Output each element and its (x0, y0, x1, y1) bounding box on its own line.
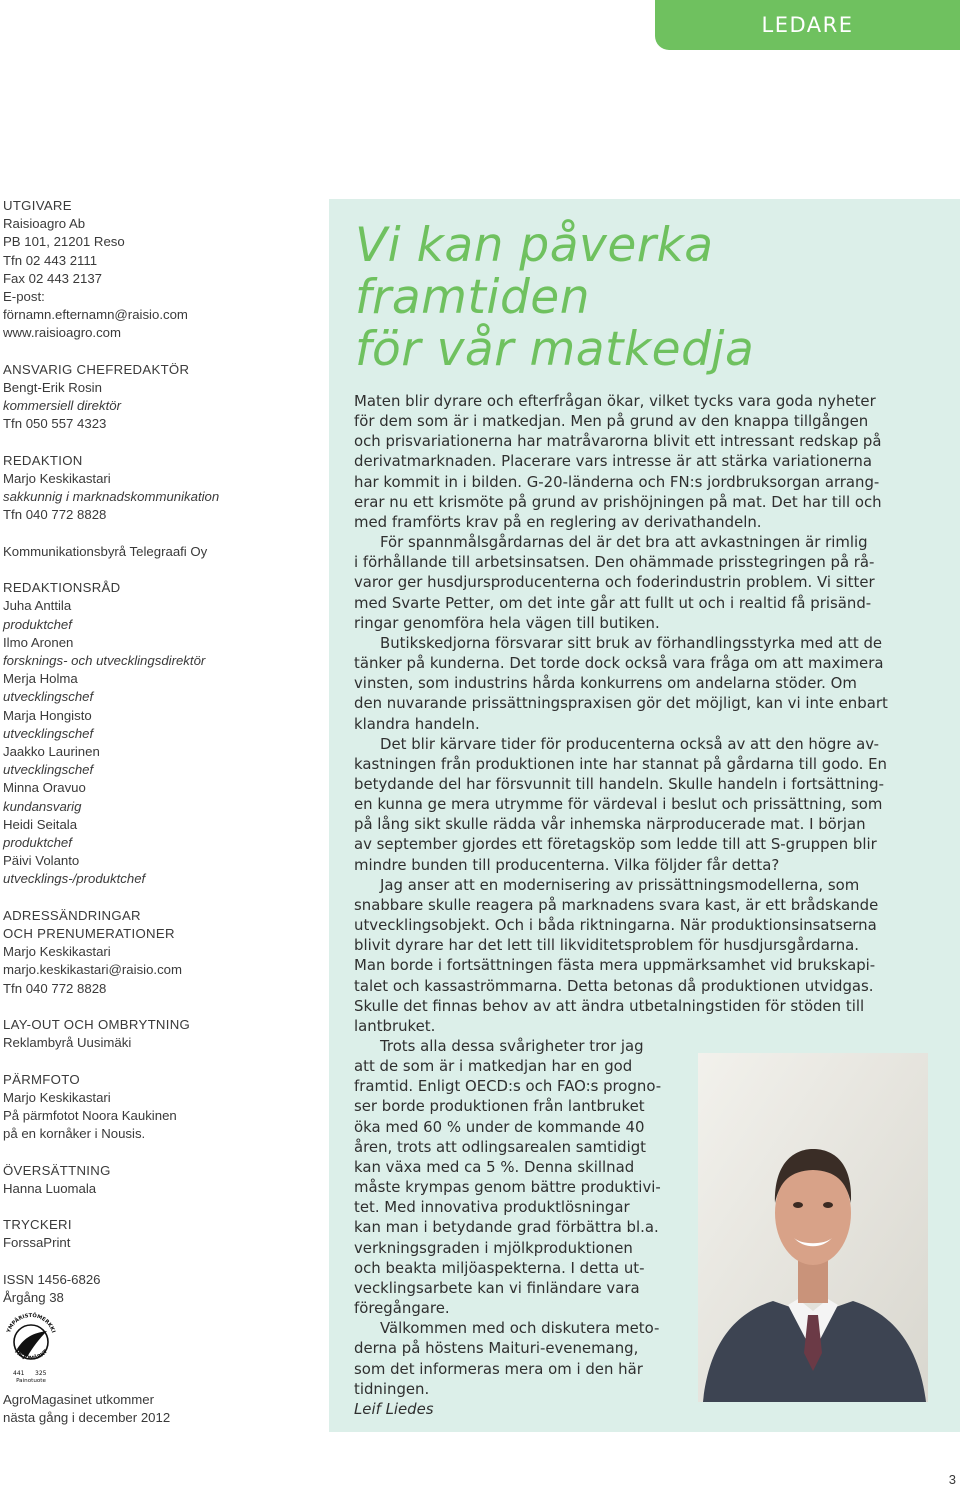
member-title: utvecklingschef (3, 725, 94, 741)
body-line: erar nu ett krismöte på grund av prishöjningen på mat. Det har till och (354, 492, 882, 511)
body-line: För spannmålsgårdarnas del är det bra att avkastningen är rimlig (380, 533, 868, 552)
body-line: kastningen från produktionen inte har stannat på gårdarna till godo. En (354, 754, 887, 773)
body-line: Jag anser att en modernisering av prissättningsmodellerna, som (380, 875, 860, 894)
email-link[interactable]: förnamn.efternamn@raisio.com (3, 307, 188, 323)
body-line: tidningen. (354, 1379, 430, 1398)
masthead-line: PB 101, 21201 Reso (3, 234, 125, 250)
member-name: Päivi Volanto (3, 853, 80, 869)
member-title: utvecklingschef (3, 689, 94, 705)
body-line: måste krympas genom bättre produktivi- (354, 1178, 661, 1197)
body-line: lantbruket. (354, 1016, 436, 1035)
nordic-ecolabel-icon (3, 1311, 59, 1385)
body-line: i förhållande till arbetsinsatsen. Den ohämmade prisstegringen på rå- (354, 553, 875, 572)
headline-line: framtiden (355, 270, 590, 325)
section-tab (655, 0, 960, 50)
masthead-line: ForssaPrint (3, 1235, 71, 1251)
masthead-cover-photo (3, 1071, 323, 1144)
member-name: Merja Holma (3, 671, 78, 687)
masthead-label: OCH PRENUMERATIONER (3, 926, 175, 942)
author-photo (698, 1053, 928, 1402)
body-line: och prisvariationerna har matråvarorna blivit ett intressant redskap på (354, 432, 882, 451)
member-name: Marja Hongisto (3, 707, 92, 723)
body-line: snabbare skulle reagera på marknadens svara kast, är ett brådskande (354, 895, 879, 914)
body-line: kan man i betydande grad förbättra bl.a. (354, 1218, 659, 1237)
body-line: den nuvarande prissättningspraxisen gör det möjligt, kan vi inte enbart (354, 694, 888, 713)
member-name: Jaakko Laurinen (3, 744, 100, 760)
body-line: åren, trots att odlingsarealen samtidigt (354, 1137, 646, 1156)
body-line: klandra handeln. (354, 714, 480, 733)
body-line: utvecklingsobjekt. Och i båda riktningarna. När produktionsinsatserna (354, 916, 877, 935)
body-line: på lång sikt skulle rädda vår inhemska närproducerade mat. I början (354, 815, 866, 834)
body-line: verkningsgraden i mjölkproduktionen (354, 1238, 633, 1257)
member-title: utvecklingschef (3, 762, 94, 778)
masthead-editorial-board (3, 579, 323, 888)
body-line: varor ger husdjursproducenterna och foderindustrin problem. Vi sitter (354, 573, 875, 592)
masthead-line: Fax 02 443 2137 (3, 270, 102, 286)
body-line: framtid. Enligt OECD:s och FAO:s progno- (354, 1077, 662, 1096)
masthead-label: LAY-OUT OCH OMBRYTNING (3, 1017, 191, 1033)
masthead-line: Årgång 38 (3, 1290, 64, 1306)
ecolabel-number-1: 441 (13, 1370, 25, 1378)
member-title: utvecklings-/produktchef (3, 871, 146, 887)
masthead-line: Hanna Luomala (3, 1180, 97, 1196)
masthead-line: Reklambyrå Uusimäki (3, 1035, 132, 1051)
body-line: mindre bunden till producenterna. Vilka följder får detta? (354, 855, 780, 874)
masthead-translation (3, 1162, 323, 1198)
body-line: derivatmarknaden. Placerare vars intresse är att stärka variationerna (354, 452, 872, 471)
person-title: sakkunnig i marknadskommunikation (3, 489, 220, 505)
body-line: föregångare. (354, 1299, 450, 1318)
body-line: talet och kassaströmmarna. Detta betonas då produktionen utvidgas. (354, 976, 874, 995)
body-line: med framförts krav på en reglering av derivathandeln. (354, 512, 762, 531)
body-line: Man borde i fortsättningen fästa mera uppmärksamhet vid brukskapi- (354, 956, 876, 975)
body-line: som det informeras mera om i den här (354, 1359, 643, 1378)
body-line: tet. Med innovativa produktlösningar (354, 1198, 630, 1217)
ecolabel-top-text: YMPÄRISTÖMERKKI (6, 1313, 57, 1334)
member-name: Minna Oravuo (3, 780, 86, 796)
person-phone: Tfn 040 772 8828 (3, 507, 107, 523)
body-line: ringar genomföra hela vägen till butiken. (354, 613, 660, 632)
member-title: forsknings- och utvecklingsdirektör (3, 653, 206, 669)
masthead-label: ADRESSÄNDRINGAR (3, 907, 141, 923)
masthead-layout (3, 1016, 323, 1052)
body-line: och beakta miljöaspekterna. I detta ut- (354, 1258, 645, 1277)
member-name: Heidi Seitala (3, 816, 78, 832)
masthead-line: ISSN 1456-6826 (3, 1271, 101, 1287)
body-line: öka med 60 % under de kommande 40 (354, 1117, 645, 1136)
editorial-headline (355, 220, 935, 376)
agency-name: Kommunikationsbyrå Telegraafi Oy (3, 543, 208, 559)
headline-line: för vår matkedja (355, 322, 755, 377)
body-line: Butikskedjorna försvarar sitt bruk av förhandlingsstyrka med att de (380, 633, 883, 652)
person-phone: Tfn 050 557 4323 (3, 416, 107, 432)
signature: Leif Liedes (354, 1399, 434, 1418)
masthead-issn (3, 1271, 323, 1307)
body-line: Det blir kärvare tider för producenterna också av att den högre av- (380, 734, 879, 753)
masthead-editor-in-chief (3, 361, 323, 434)
masthead-label: PÄRMFOTO (3, 1071, 80, 1087)
masthead-line: AgroMagasinet utkommer (3, 1392, 154, 1408)
body-line: betydande del har försvunnit till handeln. Skulle handeln i fortsättning- (354, 774, 884, 793)
body-line: med Svarte Petter, om det inte går att fullt ut och i realtid få prisänd- (354, 593, 872, 612)
email-link[interactable]: marjo.keskikastari@raisio.com (3, 962, 183, 978)
masthead-addresses (3, 907, 323, 998)
body-line: Trots alla dessa svårigheter tror jag (380, 1037, 644, 1055)
body-line: kan växa med ca 5 %. Denna skillnad (354, 1157, 635, 1176)
section-tab-label: LEDARE (761, 13, 854, 37)
masthead-editorial (3, 452, 323, 561)
masthead-label: TRYCKERI (3, 1217, 72, 1233)
member-name: Ilmo Aronen (3, 634, 74, 650)
body-line: Maten blir dyrare och efterfrågan ökar, vilket tycks vara goda nyheter (354, 392, 876, 410)
body-line: blivit dyrare har det lett till likviditetsproblem för husdjursgårdarna. (354, 936, 860, 955)
member-title: kundansvarig (3, 798, 82, 814)
body-line: av september gjordes ett företagsköp som ledde till att S-gruppen blir (354, 835, 877, 854)
member-title: produktchef (3, 616, 72, 632)
headline-line: Vi kan påverka (355, 218, 714, 273)
body-line: ser borde produktionen från lantbruket (354, 1097, 645, 1116)
masthead-line: E-post: (3, 289, 45, 305)
website-link[interactable]: www.raisioagro.com (3, 325, 121, 341)
person-name: Marjo Keskikastari (3, 471, 111, 487)
masthead-column (3, 197, 323, 1428)
page-number: 3 (948, 1472, 956, 1487)
person-name: Bengt-Erik Rosin (3, 380, 102, 396)
masthead-label: ÖVERSÄTTNING (3, 1162, 111, 1178)
masthead-publisher (3, 197, 323, 343)
masthead-label: REDAKTION (3, 452, 83, 468)
masthead-printer (3, 1216, 323, 1252)
person-phone: Tfn 040 772 8828 (3, 980, 107, 996)
masthead-line: Tfn 02 443 2111 (3, 252, 98, 268)
masthead-line: nästa gång i december 2012 (3, 1410, 171, 1426)
body-line: har kommit in i bilden. G-20-länderna och FN:s jordbruksorgan arrang- (354, 472, 880, 491)
ecolabel-sub-text: Painotuote (16, 1378, 46, 1385)
ecolabel-bottom-text: MILJÖMÄRKT (13, 1349, 49, 1362)
member-title: produktchef (3, 835, 72, 851)
body-line: vinsten, som industrins hårda konkurrens om andelarna stöder. Om (354, 674, 857, 693)
person-title: kommersiell direktör (3, 398, 121, 414)
masthead-line: Marjo Keskikastari (3, 1089, 111, 1105)
masthead-line: på en kornåker i Nousis. (3, 1126, 146, 1142)
body-line: för dem som är i matkedjan. Men på grund av den knappa tillgången (354, 412, 869, 431)
masthead-line: På pärmfotot Noora Kaukinen (3, 1108, 177, 1124)
masthead-label: UTGIVARE (3, 198, 72, 213)
body-line: Välkommen med och diskutera meto- (380, 1319, 660, 1338)
body-line: tänker på kunderna. Det torde dock också vara fråga om att maximera (354, 654, 884, 673)
body-line: en kunna ge mera utrymme för värdeval i beslut och prissättning, som (354, 795, 883, 814)
body-line: att de som är i matkedjan har en god (354, 1057, 633, 1076)
body-line: vecklingsarbete kan vi finländare vara (354, 1278, 640, 1297)
body-line: derna på höstens Maituri-evenemang, (354, 1339, 639, 1358)
ecolabel-number-2: 325 (35, 1370, 47, 1378)
masthead-next-issue (3, 1391, 323, 1427)
body-line: Skulle det finnas behov av att ändra utbetalningstiden för stöden till (354, 996, 865, 1015)
masthead-label: REDAKTIONSRÅD (3, 580, 121, 596)
person-name: Marjo Keskikastari (3, 944, 111, 960)
masthead-line: Raisioagro Ab (3, 216, 86, 232)
member-name: Juha Anttila (3, 598, 72, 614)
masthead-label: ANSVARIG CHEFREDAKTÖR (3, 361, 190, 377)
